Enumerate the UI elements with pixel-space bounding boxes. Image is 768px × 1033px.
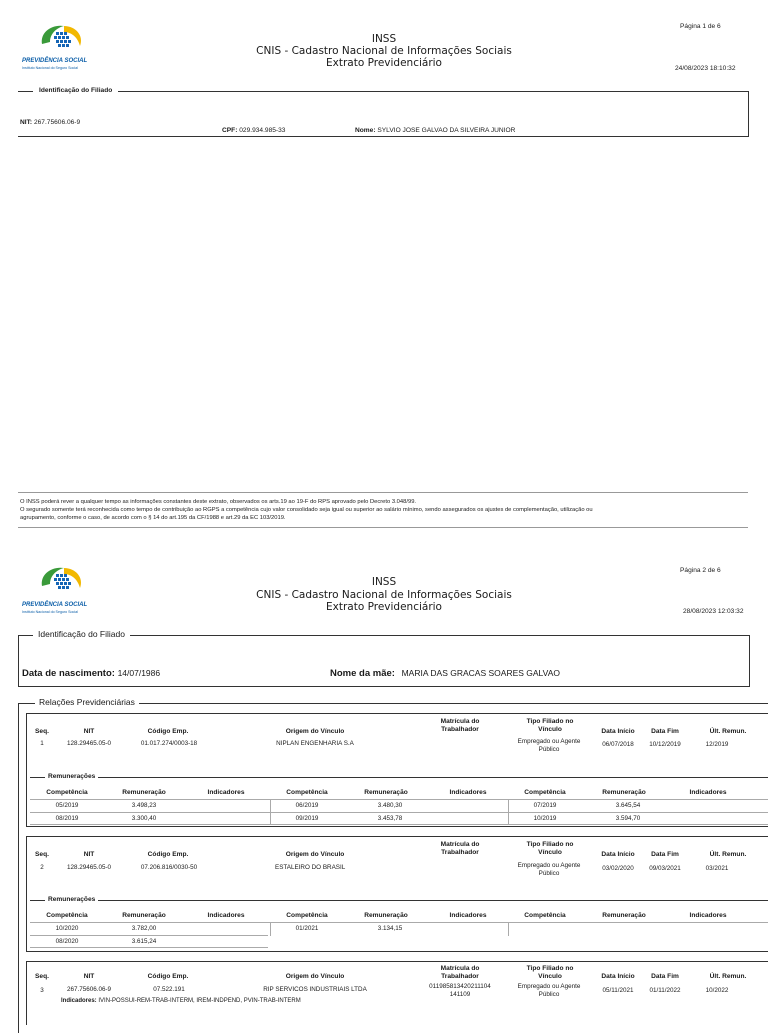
rem-header-comp: Competência [524, 789, 566, 796]
rem-header-rem: Remuneração [364, 912, 408, 919]
logo-subtitle: Instituto Nacional do Seguro Social [22, 610, 78, 614]
cell-tipo: Empregado ou Agente Público [517, 738, 581, 753]
indicadores-label: Indicadores: [61, 998, 97, 1004]
relacoes-title: Relações Previdenciárias [35, 697, 139, 707]
cell-tipo: Empregado ou Agente Público [517, 862, 581, 877]
rem-header-rem: Remuneração [602, 912, 646, 919]
mother-label: Nome da mãe: [330, 668, 395, 679]
col-seq: Seq. [35, 973, 49, 980]
rem-comp: 05/2019 [55, 802, 79, 809]
birth-date-value: 14/07/1986 [117, 668, 161, 678]
cell-codigo: 07.522.191 [153, 986, 185, 993]
birth-date-label: Data de nascimento: [22, 668, 115, 679]
rem-comp: 07/2019 [533, 802, 557, 809]
cpf-value: 029.934.985-33 [239, 127, 286, 134]
nome-value: SYLVIO JOSE GALVAO DA SILVEIRA JUNIOR [377, 127, 516, 134]
cell-origem: RIP SERVICOS INDUSTRIAIS LTDA [263, 986, 367, 993]
rem-comp: 10/2020 [55, 925, 79, 932]
rem-header-comp: Competência [524, 912, 566, 919]
indicadores-value: IVIN-POSSUI-REM-TRAB-INTERM, IREM-INDPEND, PVIN-TRAB-INTERM [98, 998, 301, 1004]
col-origem: Origem do Vínculo [285, 973, 345, 980]
title-inss: INSS [371, 576, 397, 588]
cell-remun: 03/2021 [705, 865, 729, 872]
rem-comp: 08/2020 [55, 938, 79, 945]
cell-remun: 10/2022 [705, 987, 729, 994]
cell-inicio: 03/02/2020 [602, 865, 634, 872]
remuneracoes-title: Remunerações [45, 773, 98, 780]
col-fim: Data Fim [651, 851, 679, 858]
cell-inicio: 06/07/2018 [602, 741, 634, 748]
col-seq: Seq. [35, 851, 49, 858]
footer-line-3: agrupamento, conforme o caso, de acordo com o § 14 do art.195 da CF/1988 e art.29 da EC 103/2019. [20, 515, 286, 521]
rem-comp: 10/2019 [533, 815, 557, 822]
col-codigo: Código Emp. [147, 851, 189, 858]
title-cnis: CNIS - Cadastro Nacional de Informações Sociais [256, 589, 512, 601]
col-nit: NIT [83, 851, 95, 858]
logo-name: PREVIDÊNCIA SOCIAL [22, 602, 88, 608]
mother-row [330, 668, 560, 679]
col-remun: Últ. Remun. [709, 851, 747, 858]
cell-fim: 01/11/2022 [649, 987, 681, 994]
rem-header-rem: Remuneração [602, 789, 646, 796]
col-remun: Últ. Remun. [709, 973, 747, 980]
rem-value: 3.300,40 [131, 815, 157, 822]
col-tipo: Tipo Filiado no Vínculo [526, 718, 574, 733]
cell-codigo: 01.017.274/0003-18 [140, 740, 198, 747]
rem-value: 3.453,78 [377, 815, 403, 822]
nit-row [20, 119, 80, 126]
timestamp: 24/08/2023 18:10:32 [675, 65, 736, 72]
rem-value: 3.480,30 [377, 802, 403, 809]
col-codigo: Código Emp. [147, 973, 189, 980]
cell-remun: 12/2019 [705, 741, 729, 748]
col-tipo: Tipo Filiado no Vínculo [526, 965, 574, 980]
cell-inicio: 05/11/2021 [602, 987, 634, 994]
col-matricula: Matrícula do Trabalhador [440, 841, 480, 856]
nit-value: 267.75606.06-9 [33, 119, 81, 126]
rem-header-comp: Competência [46, 912, 88, 919]
nome-row [355, 127, 515, 134]
previdencia-logo [22, 564, 102, 600]
cell-fim: 09/03/2021 [649, 865, 681, 872]
rem-comp: 08/2019 [55, 815, 79, 822]
rem-header-ind: Indicadores [449, 912, 487, 919]
rem-header-rem: Remuneração [122, 789, 166, 796]
col-remun: Últ. Remun. [709, 728, 747, 735]
footer-line-1: O INSS poderá rever a qualquer tempo as informações constantes deste extrato, observados os arts.19 ao 19-F do RPS aprovado pelo Decreto 3.048/99. [20, 499, 417, 505]
col-origem: Origem do Vínculo [285, 851, 345, 858]
remuneracoes-title: Remunerações [45, 896, 98, 903]
cell-nit: 128.29465.05-0 [66, 864, 112, 871]
cell-fim: 10/12/2019 [649, 741, 681, 748]
section-title: Identificação do Filiado [33, 87, 118, 94]
indicadores-row [61, 998, 301, 1004]
section-title: Identificação do Filiado [33, 629, 130, 639]
col-matricula: Matrícula do Trabalhador [440, 718, 480, 733]
birth-date-row [22, 668, 160, 679]
rem-value: 3.134,15 [377, 925, 403, 932]
rem-header-rem: Remuneração [364, 789, 408, 796]
col-fim: Data Fim [651, 728, 679, 735]
rem-header-ind: Indicadores [449, 789, 487, 796]
rem-header-comp: Competência [286, 912, 328, 919]
cell-seq: 3 [40, 987, 44, 994]
title-extrato: Extrato Previdenciário [326, 57, 442, 69]
col-nit: NIT [83, 728, 95, 735]
title-cnis: CNIS - Cadastro Nacional de Informações Sociais [256, 45, 512, 57]
col-inicio: Data Início [601, 973, 635, 980]
nit-label: NIT: [20, 119, 33, 126]
cell-tipo: Empregado ou Agente Público [517, 983, 581, 998]
rem-value: 3.645,54 [615, 802, 641, 809]
page-number: Página 1 de 6 [680, 23, 721, 30]
col-nit: NIT [83, 973, 95, 980]
rem-header-rem: Remuneração [122, 912, 166, 919]
cell-nit: 128.29465.05-0 [66, 740, 112, 747]
col-fim: Data Fim [651, 973, 679, 980]
col-inicio: Data Início [601, 728, 635, 735]
rem-header-comp: Competência [286, 789, 328, 796]
col-tipo: Tipo Filiado no Vínculo [526, 841, 574, 856]
cpf-row [222, 127, 285, 134]
cell-origem: NIPLAN ENGENHARIA S.A [276, 740, 354, 747]
cpf-label: CPF: [222, 127, 238, 134]
nome-label: Nome: [355, 127, 376, 134]
col-origem: Origem do Vínculo [285, 728, 345, 735]
title-inss: INSS [371, 33, 397, 45]
page-number: Página 2 de 6 [680, 567, 721, 574]
rem-value: 3.594,70 [615, 815, 641, 822]
col-seq: Seq. [35, 728, 49, 735]
rem-header-ind: Indicadores [207, 912, 245, 919]
rem-comp: 01/2021 [295, 925, 319, 932]
cell-matricula: 011985813420211104 141109 [429, 983, 491, 998]
rem-value: 3.615,24 [131, 938, 157, 945]
rem-comp: 09/2019 [295, 815, 319, 822]
rem-comp: 06/2019 [295, 802, 319, 809]
cell-seq: 2 [40, 864, 44, 871]
rem-header-ind: Indicadores [207, 789, 245, 796]
previdencia-logo [22, 22, 102, 58]
col-matricula: Matrícula do Trabalhador [440, 965, 480, 980]
rem-header-comp: Competência [46, 789, 88, 796]
rem-value: 3.782,00 [131, 925, 157, 932]
mother-value: MARIA DAS GRACAS SOARES GALVAO [401, 668, 560, 678]
cell-codigo: 07.206.816/0030-50 [140, 864, 198, 871]
cell-seq: 1 [40, 740, 44, 747]
col-inicio: Data Início [601, 851, 635, 858]
col-codigo: Código Emp. [147, 728, 189, 735]
footer-line-2: O segurado somente terá reconhecida como tempo de contribuição ao RGPS a competência cujo valor consolidado seja igual ou superior ao salário mínimo, sendo assegurados os ajustes de complementação, utilização ou [20, 507, 593, 513]
logo-subtitle: Instituto Nacional do Seguro Social [22, 66, 78, 70]
cell-nit: 267.75606.06-9 [66, 986, 112, 993]
title-extrato: Extrato Previdenciário [326, 601, 442, 613]
rem-value: 3.498,23 [131, 802, 157, 809]
cell-origem: ESTALEIRO DO BRASIL [275, 864, 346, 871]
logo-name: PREVIDÊNCIA SOCIAL [22, 58, 88, 64]
timestamp: 28/08/2023 12:03:32 [683, 608, 744, 615]
rem-header-ind: Indicadores [689, 912, 727, 919]
rem-header-ind: Indicadores [689, 789, 727, 796]
